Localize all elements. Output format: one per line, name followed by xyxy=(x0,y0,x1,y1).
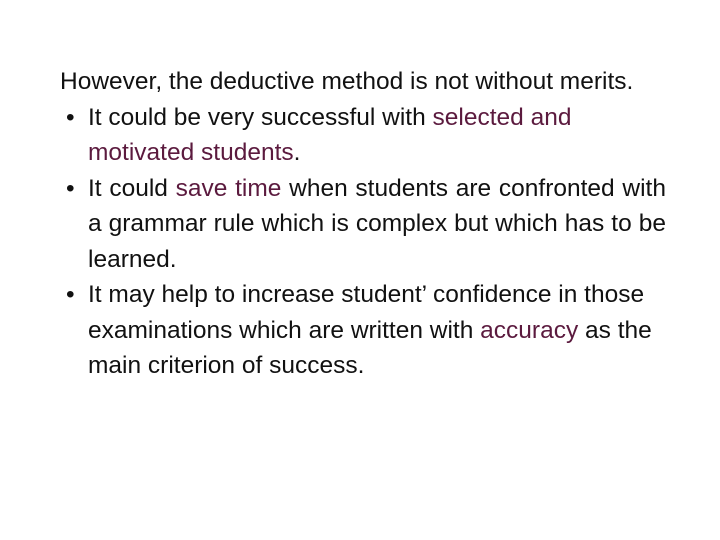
bullet-icon: • xyxy=(66,174,75,202)
item-3-text-end: as the main criterion of success. xyxy=(88,316,652,379)
bullet-item-3 xyxy=(60,277,666,384)
item-1-highlight: selected and motivated students xyxy=(88,103,572,166)
intro-paragraph: However, the deductive method is not without merits. xyxy=(60,68,634,95)
bullet-item-1 xyxy=(60,100,666,171)
slide-content xyxy=(60,64,666,384)
bullet-icon: • xyxy=(66,281,75,308)
item-2-highlight: save time xyxy=(175,174,282,202)
item-1-text: It could be very successful with xyxy=(88,103,433,131)
item-3-highlight: accuracy xyxy=(480,316,579,344)
bullet-item-2 xyxy=(60,171,666,278)
bullet-icon: • xyxy=(66,103,75,131)
item-3-text: It may help to increase student’ confidence in those examinations which are written with xyxy=(88,281,645,344)
item-2-text: It could xyxy=(88,174,176,202)
item-1-text-end: . xyxy=(293,139,301,166)
item-2-text-end: when students are confronted with a grammar rule which is complex but which has to be learned. xyxy=(88,174,666,273)
